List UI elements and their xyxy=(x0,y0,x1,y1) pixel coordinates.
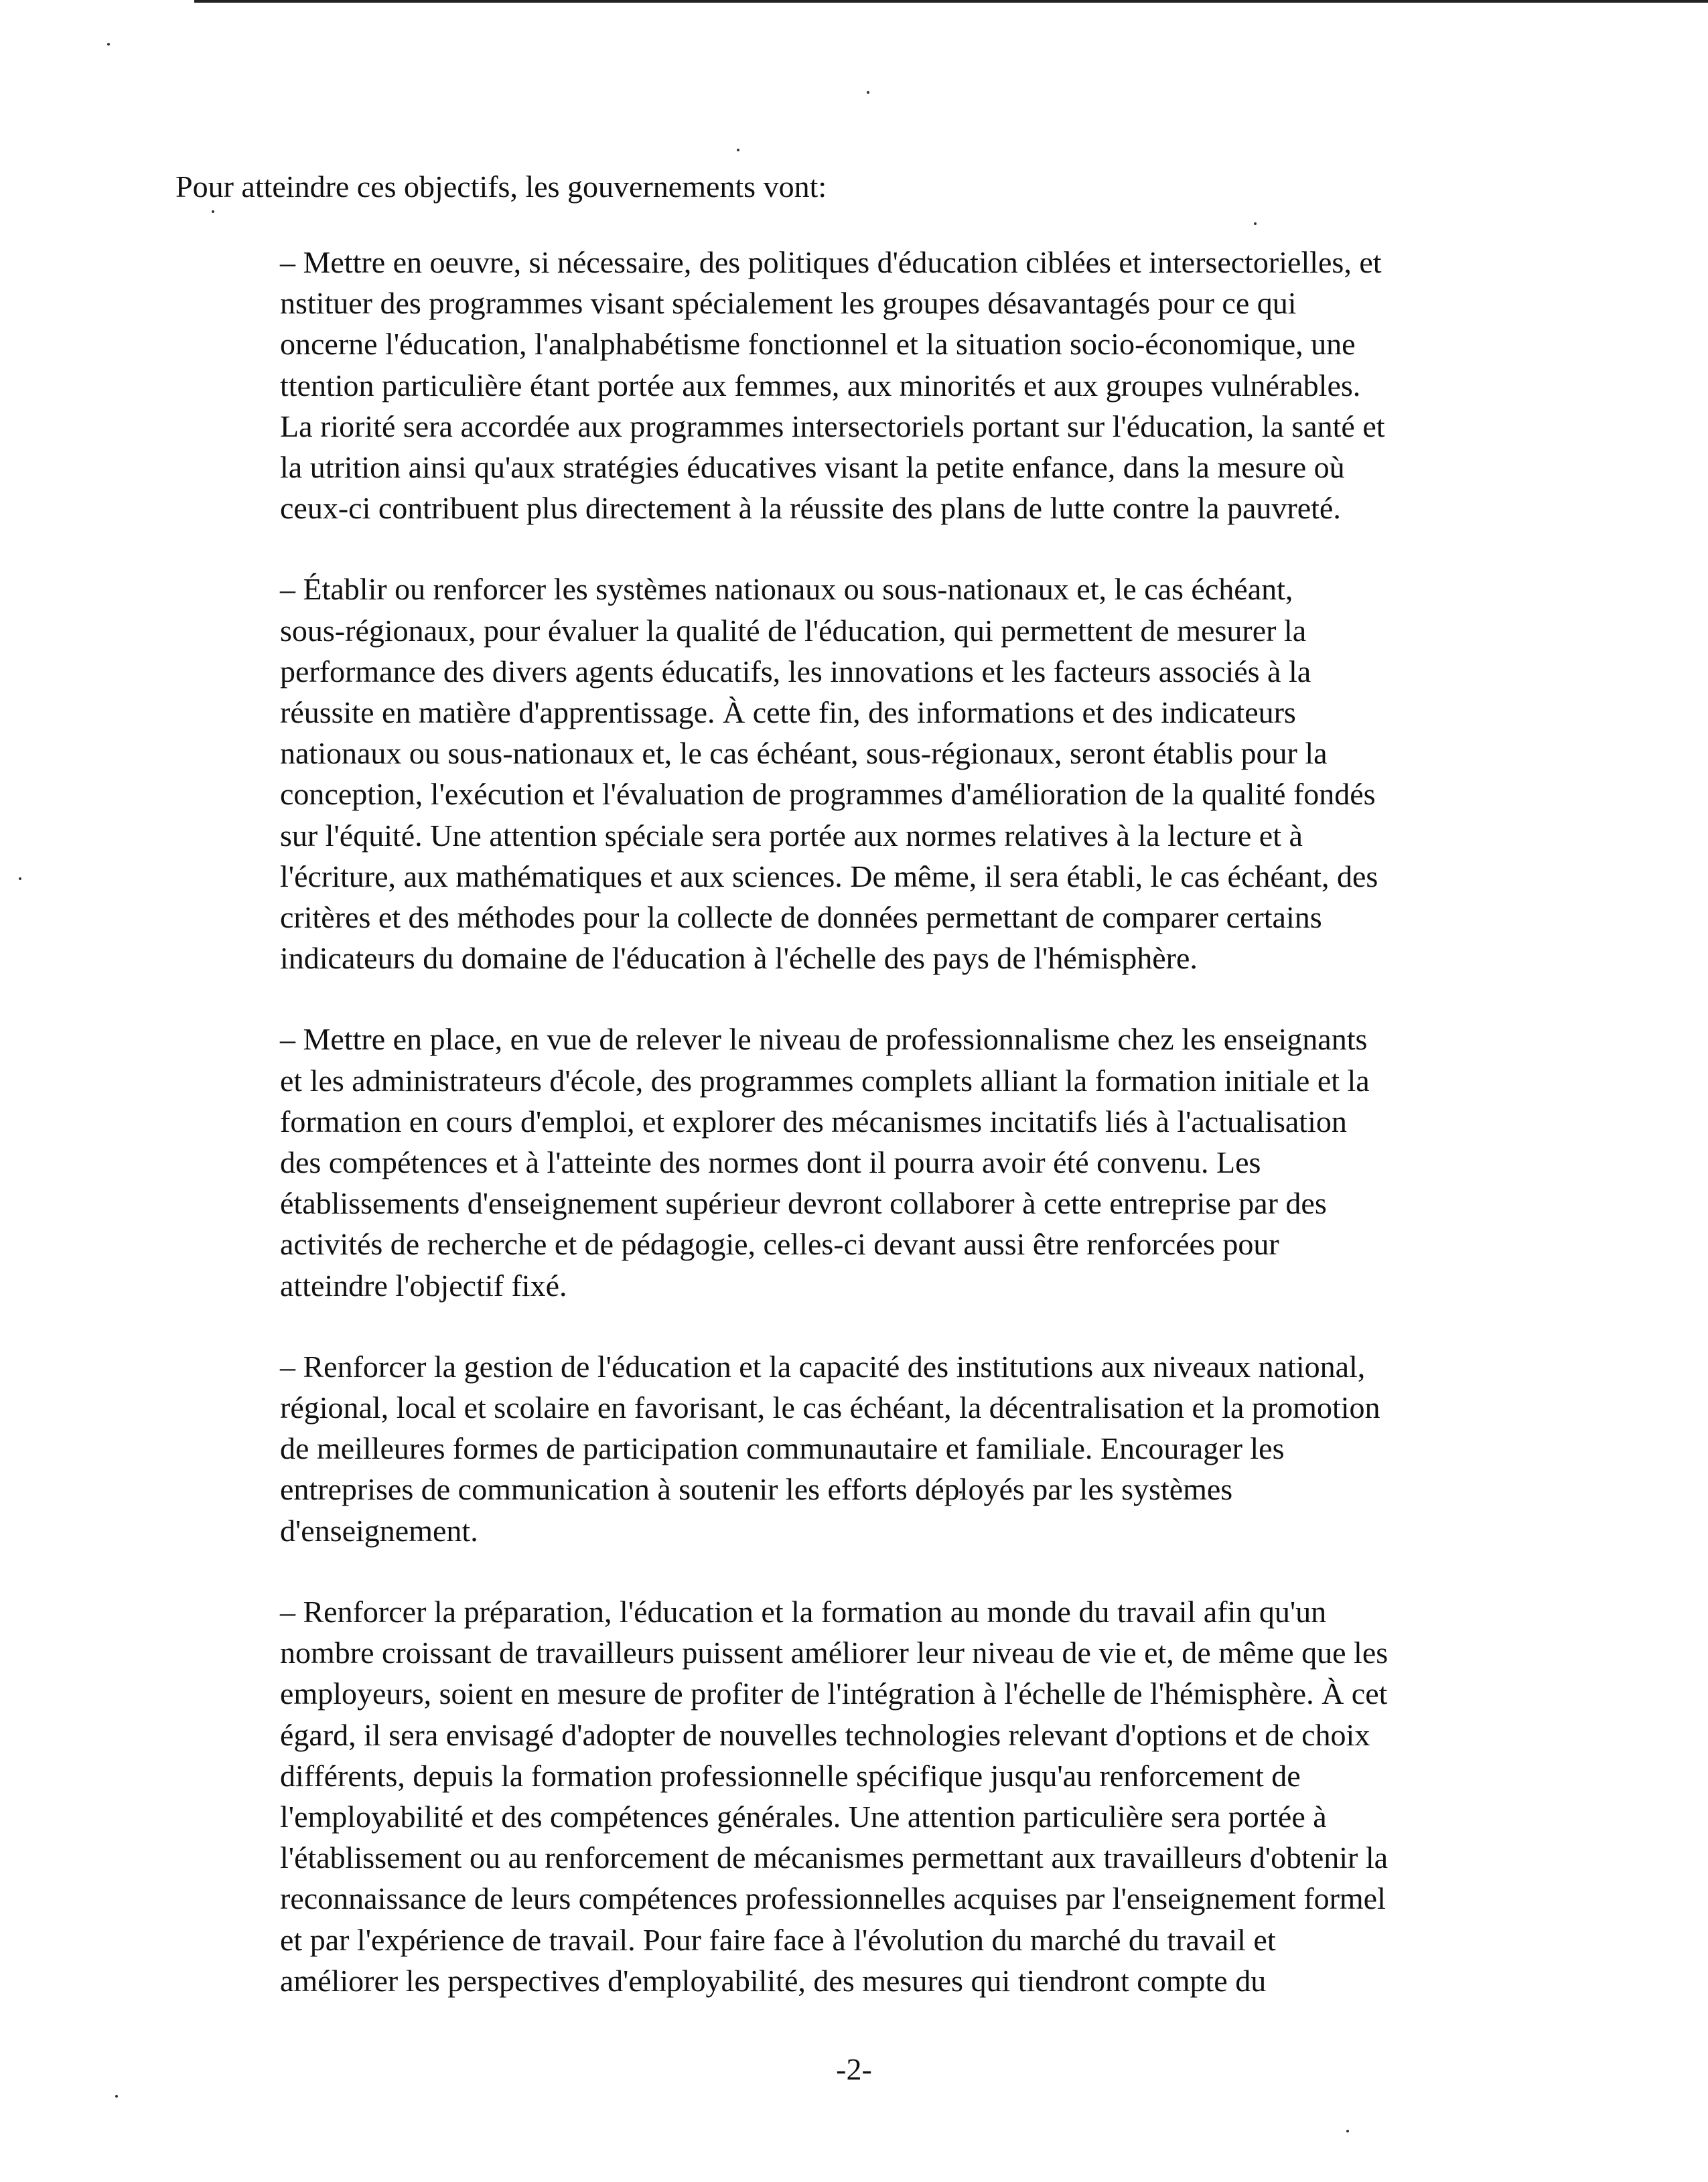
text-line: – Mettre en place, en vue de relever le niveau de professionnalisme chez les enseignants xyxy=(280,1022,1368,1057)
text-line: régional, local et scolaire en favorisant, le cas échéant, la décentralisation et la promotion xyxy=(280,1390,1380,1425)
text-line: indicateurs du domaine de l'éducation à l'échelle des pays de l'hémisphère. xyxy=(280,941,1198,976)
text-line: entreprises de communication à soutenir les efforts déployés par les systèmes xyxy=(280,1472,1233,1507)
text-line: – Renforcer la préparation, l'éducation et la formation au monde du travail afin qu'un xyxy=(280,1594,1327,1629)
text-line: de meilleures formes de participation communautaire et familiale. Encourager les xyxy=(280,1431,1285,1466)
text-line: oncerne l'éducation, l'analphabétisme fonctionnel et la situation socio-économique, une xyxy=(280,327,1356,362)
text-line: nombre croissant de travailleurs puissent améliorer leur niveau de vie et, de même que les xyxy=(280,1635,1389,1670)
text-line: conception, l'exécution et l'évaluation de programmes d'amélioration de la qualité fondés xyxy=(280,777,1376,812)
scan-speck xyxy=(867,91,869,94)
list-item xyxy=(280,1591,1573,2001)
text-line: reconnaissance de leurs compétences professionnelles acquises par l'enseignement formel xyxy=(280,1881,1386,1916)
text-line: nationaux ou sous-nationaux et, le cas échéant, sous-régionaux, seront établis pour la xyxy=(280,736,1328,771)
text-line: égard, il sera envisagé d'adopter de nouvelles technologies relevant d'options et de choix xyxy=(280,1717,1370,1752)
scan-speck xyxy=(19,877,21,880)
text-line: l'écriture, aux mathématiques et aux sciences. De même, il sera établi, le cas échéant, des xyxy=(280,859,1378,893)
text-line: réussite en matière d'apprentissage. À cette fin, des informations et des indicateurs xyxy=(280,695,1296,730)
text-line: La riorité sera accordée aux programmes intersectoriels portant sur l'éducation, la santé et xyxy=(280,409,1385,443)
scan-speck xyxy=(212,210,214,213)
text-line: et les administrateurs d'école, des programmes complets alliant la formation initiale et la xyxy=(280,1063,1370,1098)
text-line: et par l'expérience de travail. Pour faire face à l'évolution du marché du travail et xyxy=(280,1922,1276,1957)
text-line: employeurs, soient en mesure de profiter de l'intégration à l'échelle de l'hémisphère. À cet xyxy=(280,1676,1388,1711)
text-line: l'employabilité et des compétences générales. Une attention particulière sera portée à xyxy=(280,1799,1327,1834)
text-line: l'établissement ou au renforcement de mécanismes permettant aux travailleurs d'obtenir la xyxy=(280,1840,1389,1875)
text-line: – Renforcer la gestion de l'éducation et la capacité des institutions aux niveaux national, xyxy=(280,1349,1366,1384)
commitments-list xyxy=(280,242,1573,2041)
intro-sentence: Pour atteindre ces objectifs, les gouvernements vont: xyxy=(175,169,827,204)
page-number: -2- xyxy=(836,2052,872,2086)
list-item xyxy=(280,569,1573,978)
list-item xyxy=(280,1019,1573,1305)
text-line: améliorer les perspectives d'employabilité, des mesures qui tiendront compte du xyxy=(280,1963,1267,1998)
text-line: des compétences et à l'atteinte des normes dont il pourra avoir été convenu. Les xyxy=(280,1145,1261,1180)
scan-speck xyxy=(107,43,110,46)
text-line: nstituer des programmes visant spécialement les groupes désavantagés pour ce qui xyxy=(280,286,1297,321)
text-line: – Mettre en oeuvre, si nécessaire, des politiques d'éducation ciblées et intersectorielles, et xyxy=(280,245,1382,279)
text-line: – Établir ou renforcer les systèmes nationaux ou sous-nationaux et, le cas échéant, xyxy=(280,572,1293,607)
text-line: d'enseignement. xyxy=(280,1513,478,1548)
text-line: formation en cours d'emploi, et explorer des mécanismes incitatifs liés à l'actualisation xyxy=(280,1104,1347,1139)
text-line: établissements d'enseignement supérieur devront collaborer à cette entreprise par des xyxy=(280,1186,1327,1221)
list-item xyxy=(280,242,1573,528)
text-line: sous-régionaux, pour évaluer la qualité de l'éducation, qui permettent de mesurer la xyxy=(280,613,1307,648)
text-line: performance des divers agents éducatifs, les innovations et les facteurs associés à la xyxy=(280,654,1311,688)
text-line: activités de recherche et de pédagogie, celles-ci devant aussi être renforcées pour xyxy=(280,1227,1279,1262)
text-line: ttention particulière étant portée aux femmes, aux minorités et aux groupes vulnérables. xyxy=(280,368,1361,403)
text-line: la utrition ainsi qu'aux stratégies éducatives visant la petite enfance, dans la mesure où xyxy=(280,450,1345,485)
text-line: ceux-ci contribuent plus directement à la réussite des plans de lutte contre la pauvreté. xyxy=(280,491,1341,526)
scan-speck xyxy=(115,2095,118,2098)
scan-top-rule xyxy=(194,0,1708,3)
scan-speck xyxy=(1346,2130,1349,2132)
text-line: sur l'équité. Une attention spéciale sera portée aux normes relatives à la lecture et à xyxy=(280,818,1303,853)
scan-speck xyxy=(737,149,739,151)
text-line: atteindre l'objectif fixé. xyxy=(280,1268,567,1303)
text-line: critères et des méthodes pour la collecte de données permettant de comparer certains xyxy=(280,900,1322,935)
scan-speck xyxy=(1254,222,1257,225)
text-line: différents, depuis la formation professionnelle spécifique jusqu'au renforcement de xyxy=(280,1758,1301,1793)
list-item xyxy=(280,1346,1573,1551)
